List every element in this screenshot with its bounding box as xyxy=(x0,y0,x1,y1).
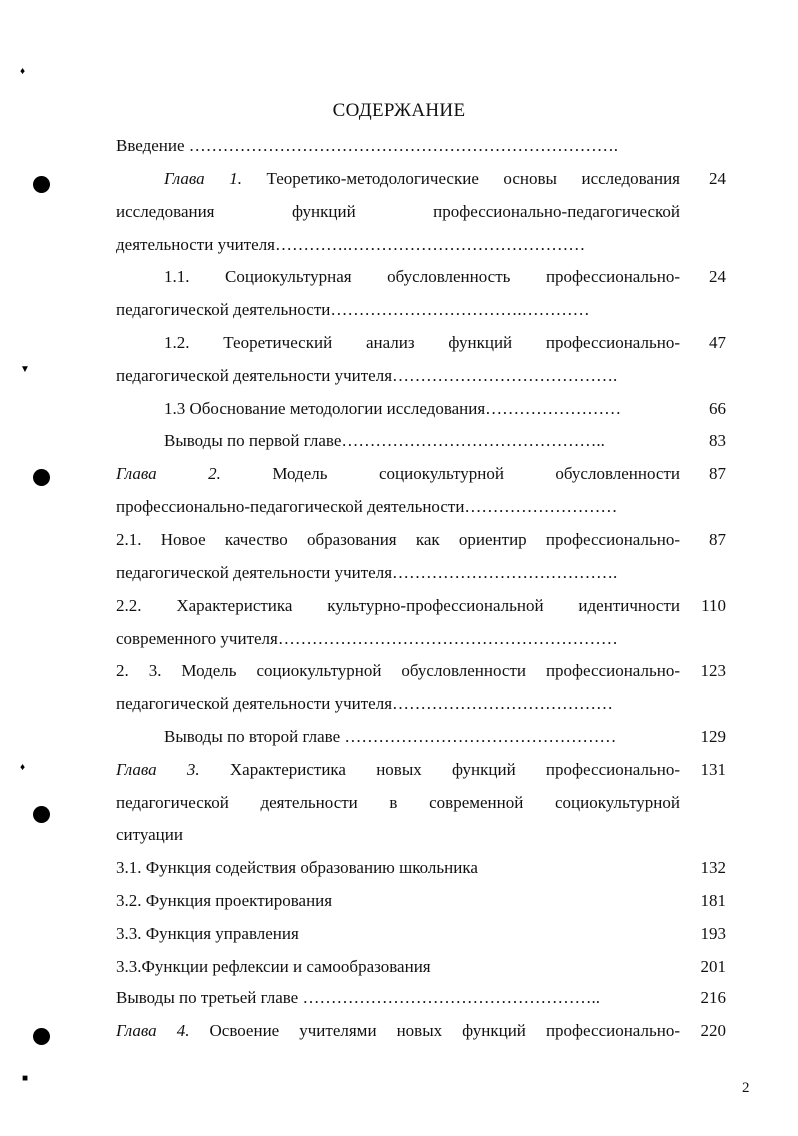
scan-mark: ♦ xyxy=(20,66,26,77)
page-ref: 66 xyxy=(709,399,726,418)
page-ref: 83 xyxy=(709,431,726,450)
page-ref: 201 xyxy=(700,957,726,976)
chapter-label: Глава 4. xyxy=(116,1021,190,1040)
toc-chapter-2-line1: Глава 2. Модель социокультурной обусловленности xyxy=(116,464,680,483)
toc-conclusion-2: Выводы по второй главе ………………………………………… xyxy=(164,727,617,746)
toc-chapter-1-line3: деятельности учителя………….…………………………………… xyxy=(116,235,586,254)
page-ref: 87 xyxy=(709,464,726,483)
toc-section-2-1-line1: 2.1. Новое качество образования как ориентир профессионально- xyxy=(116,530,680,549)
page-ref: 131 xyxy=(700,760,726,779)
punch-hole xyxy=(33,1028,50,1045)
chapter-label: Глава 1. xyxy=(164,169,242,188)
toc-section-3-3: 3.3. Функция управления xyxy=(116,924,299,943)
toc-section-1-1-line2: педагогической деятельности…………………………….………… xyxy=(116,300,590,319)
toc-section-2-2-line1: 2.2. Характеристика культурно-профессиональной идентичности xyxy=(116,596,680,615)
page-ref: 24 xyxy=(709,267,726,286)
chapter-label: Глава 2. xyxy=(116,464,221,483)
toc-section-3-4: 3.3.Функции рефлексии и самообразования xyxy=(116,957,431,976)
toc-section-2-2-line2: современного учителя…………………………………………………… xyxy=(116,629,618,648)
toc-section-2-3-line1: 2. 3. Модель социокультурной обусловленности профессионально- xyxy=(116,661,680,680)
punch-hole xyxy=(33,806,50,823)
toc-section-2-1-line2: педагогической деятельности учителя…………………………………. xyxy=(116,563,618,582)
page-ref: 24 xyxy=(709,169,726,188)
punch-hole xyxy=(33,176,50,193)
page-ref: 47 xyxy=(709,333,726,352)
page-ref: 87 xyxy=(709,530,726,549)
scan-mark: ♦ xyxy=(20,762,26,773)
toc-entry-intro: Введение …………………………………………………………………. xyxy=(116,136,619,155)
toc-conclusion-1: Выводы по первой главе……………………………………….. xyxy=(164,431,605,450)
toc-section-1-2-line1: 1.2. Теоретический анализ функций профессионально- xyxy=(164,333,680,352)
toc-section-1-1-line1: 1.1. Социокультурная обусловленность профессионально- xyxy=(164,267,680,286)
scan-mark: ■ xyxy=(22,1073,29,1084)
page-ref: 129 xyxy=(700,727,726,746)
toc-chapter-3-line1: Глава 3. Характеристика новых функций профессионально- xyxy=(116,760,680,779)
page-ref: 132 xyxy=(700,858,726,877)
page-ref: 110 xyxy=(701,596,726,615)
page-ref: 193 xyxy=(700,924,726,943)
toc-chapter-1-line2: исследования функций профессионально-педагогической xyxy=(116,202,680,221)
toc-section-3-2: 3.2. Функция проектирования xyxy=(116,891,333,910)
page-ref: 181 xyxy=(700,891,726,910)
page-number: 2 xyxy=(742,1080,750,1096)
punch-hole xyxy=(33,469,50,486)
page-ref: 123 xyxy=(700,661,726,680)
toc-title: СОДЕРЖАНИЕ xyxy=(332,100,466,121)
toc-chapter-1-line1: Глава 1. Теоретико-методологические основы исследования xyxy=(164,169,680,188)
toc-section-3-1: 3.1. Функция содействия образованию школьника xyxy=(116,858,478,877)
toc-section-2-3-line2: педагогической деятельности учителя………………………………… xyxy=(116,694,614,713)
toc-chapter-3-line2: педагогической деятельности в современной социокультурной xyxy=(116,793,680,812)
page-ref: 216 xyxy=(700,988,726,1007)
page-ref: 220 xyxy=(700,1021,726,1040)
toc-conclusion-3: Выводы по третьей главе …………………………………………….. xyxy=(116,988,600,1007)
toc-chapter-2-line2: профессионально-педагогической деятельности……………………… xyxy=(116,497,618,516)
toc-chapter-3-line3: ситуации xyxy=(116,825,183,844)
toc-chapter-4-line1: Глава 4. Освоение учителями новых функций профессионально- xyxy=(116,1021,680,1040)
toc-section-1-2-line2: педагогической деятельности учителя…………………………………. xyxy=(116,366,618,385)
chapter-label: Глава 3. xyxy=(116,760,200,779)
toc-section-1-3: 1.3 Обоснование методологии исследования…………………… xyxy=(164,399,622,418)
scan-mark: ▼ xyxy=(20,364,30,375)
